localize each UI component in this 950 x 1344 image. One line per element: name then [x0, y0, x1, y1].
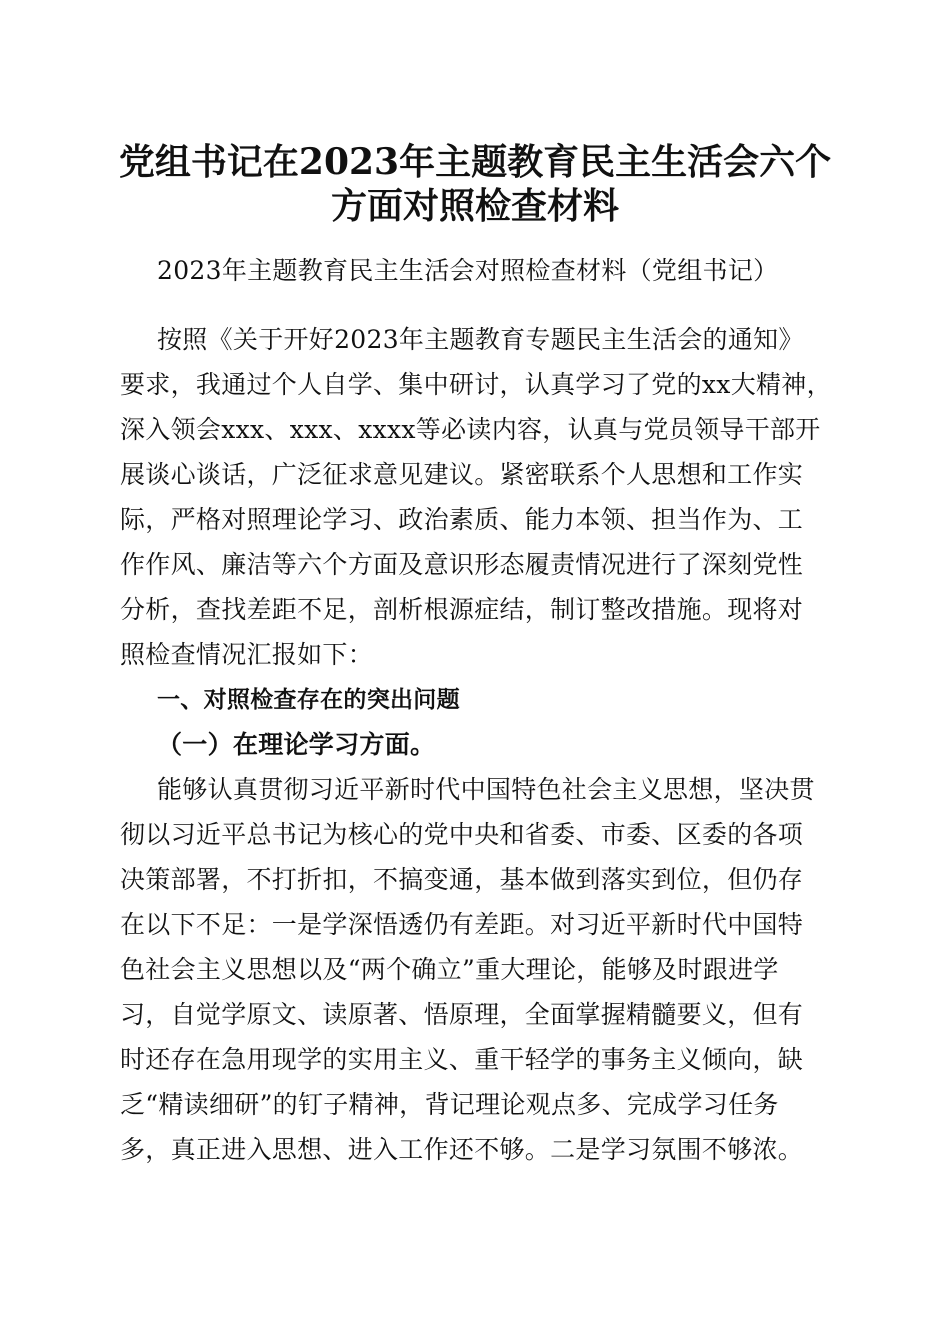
- document-title-line-2: 方面对照检查材料: [330, 185, 619, 227]
- paragraph-line: 彻以习近平总书记为核心的党中央和省委、市委、区委的各项: [120, 820, 804, 849]
- paragraph-line: 决策部署，不打折扣，不搞变通，基本做到落实到位，但仍存: [120, 865, 804, 894]
- document-subtitle: 2023年主题教育民主生活会对照检查材料（党组书记）: [157, 256, 779, 285]
- paragraph-line: 在以下不足：一是学深悟透仍有差距。对习近平新时代中国特: [120, 910, 804, 939]
- paragraph-line: 展谈心谈话，广泛征求意见建议。紧密联系个人思想和工作实: [120, 460, 804, 489]
- paragraph-line: 多，真正进入思想、进入工作还不够。二是学习氛围不够浓。: [120, 1135, 804, 1164]
- paragraph-line: 深入领会xxx、xxx、xxxx等必读内容，认真与党员领导干部开: [120, 415, 821, 444]
- document-title-line-1: 党组书记在2023年主题教育民主生活会六个: [118, 141, 832, 183]
- paragraph-line: 乏“精读细研”的钉子精神，背记理论观点多、完成学习任务: [120, 1090, 779, 1119]
- paragraph-line: 色社会主义思想以及“两个确立”重大理论，能够及时跟进学: [120, 955, 779, 984]
- paragraph-line: 按照《关于开好2023年主题教育专题民主生活会的通知》: [157, 325, 804, 354]
- paragraph-line: 照检查情况汇报如下：: [120, 640, 374, 669]
- paragraph-line: 作作风、廉洁等六个方面及意识形态履责情况进行了深刻党性: [120, 550, 804, 579]
- paragraph-line: 习，自觉学原文、读原著、悟原理，全面掌握精髓要义，但有: [120, 1000, 804, 1029]
- paragraph-line: 能够认真贯彻习近平新时代中国特色社会主义思想，坚决贯: [157, 775, 815, 804]
- subsection-heading: （一）在理论学习方面。: [157, 730, 436, 759]
- paragraph-line: 时还存在急用现学的实用主义、重干轻学的事务主义倾向，缺: [120, 1045, 804, 1074]
- section-heading: 一、对照检查存在的突出问题: [157, 687, 460, 713]
- paragraph-line: 分析，查找差距不足，剖析根源症结，制订整改措施。现将对: [120, 595, 804, 624]
- paragraph-line: 际，严格对照理论学习、政治素质、能力本领、担当作为、工: [120, 505, 804, 534]
- paragraph-line: 要求，我通过个人自学、集中研讨，认真学习了党的xx大精神，: [120, 370, 832, 399]
